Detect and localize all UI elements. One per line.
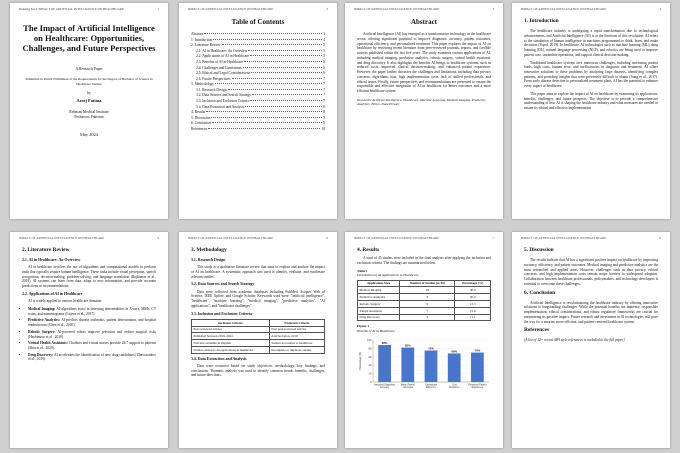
toc-entry-label: 2.4. Challenges and Limitations — [196, 65, 242, 70]
application-list — [22, 307, 156, 362]
toc-entry-page: 5 — [323, 43, 325, 48]
toc-dot-leader — [243, 67, 322, 68]
institute-name: Rehman Medical Institute — [69, 110, 109, 115]
chart-category-label-line: Reduction — [449, 387, 460, 390]
study-count-cell: 9 — [400, 294, 455, 301]
toc-entry-page: 7 — [323, 98, 325, 103]
toc-entry-page: 8 — [323, 104, 325, 109]
toc-dot-leader — [213, 39, 322, 40]
chart-bar — [471, 353, 484, 382]
application-area-cell: Medical Imaging — [358, 287, 400, 294]
toc-entry-label: 3.1. Research Design — [196, 87, 227, 92]
method-subheading-4: 3.4. Data Extraction and Analysis — [191, 356, 247, 361]
study-count-cell: 7 — [400, 307, 455, 314]
chart-y-tick-label: 0 — [370, 381, 372, 385]
toc-dot-leader — [232, 78, 323, 79]
toc-entry-page: 7 — [323, 93, 325, 98]
institute-city: Peshawar, Pakistan — [74, 115, 104, 120]
study-count-cell: 18 — [400, 287, 455, 294]
table-row — [192, 340, 325, 347]
toc-entry-page: 9 — [323, 121, 325, 126]
chart-y-tick-label: 60 — [368, 356, 372, 360]
chart-data-label: 75% — [428, 346, 434, 351]
toc-entry-label: 2.2. Applications of AI in Healthcare — [196, 54, 249, 59]
page-number: 3 — [492, 7, 494, 11]
toc-entry-page: 8 — [323, 110, 325, 115]
method-paragraph-4: Data were extracted based on study objectives, methodology, key findings, and conclusions. Thematic analysis was used to identify common trends, benefits, challenges, and future directions. — [191, 363, 325, 378]
application-area-cell: Predictive Analytics — [358, 294, 400, 301]
abstract-keywords: Keywords: Artificial Intelligence, Healthcare, Machine Learning, Medical Imaging, Predictive Analytics, Ethics, Data Privacy — [357, 97, 486, 107]
application-term: Robotic Surgery: — [28, 329, 56, 334]
toc-dot-leader — [228, 89, 323, 90]
method-heading: 3. Methodology — [191, 247, 227, 253]
percentage-cell: 15.6 — [455, 307, 491, 314]
application-description: AI accelerates the identification of new drug candidates (Zhavoronkov et al., 2019). — [28, 352, 156, 362]
toc-dot-leader — [215, 83, 322, 84]
chart-y-tick-label: 20 — [368, 373, 372, 377]
table-row — [358, 314, 491, 321]
toc-dot-leader — [206, 111, 322, 112]
page-discussion — [512, 232, 670, 448]
page-abstract — [345, 3, 503, 219]
toc-dot-leader — [251, 72, 322, 73]
t1-header-studies: Number of Studies (n=45) — [400, 280, 455, 287]
page-header: IMPACT OF ARTIFICIAL INTELLIGENCE ON HEALTHCARE — [354, 7, 440, 11]
chart-data-label: 82% — [404, 343, 411, 348]
chart-category-label — [449, 384, 460, 390]
application-term: Predictive Analytics: — [28, 318, 61, 323]
toc-entry-label: 4. Results — [191, 110, 206, 115]
toc-dot-leader — [222, 44, 323, 45]
toc-list — [191, 32, 325, 132]
method-subheading-3: 3.3. Inclusion and Exclusion Criteria — [191, 311, 252, 316]
toc-entry-label: Abstract — [191, 32, 204, 37]
toc-entry-page: 7 — [323, 87, 325, 92]
lit-paragraph-1: AI in healthcare involves the use of algorithms and computational models to perform tasks that typically require human intelligence. These tasks include visual perception, speech recognition, decision-making, problem-solving, and language translation (Rajkomar et al., 2019). AI systems can learn from data, adapt to new information, and provide accurate predictions or recommendations. — [22, 265, 156, 289]
application-list-item — [28, 318, 156, 327]
chart-data-label: 88% — [381, 341, 388, 346]
toc-entry-label: 2.3. Benefits of AI in Healthcare — [196, 60, 243, 65]
toc-dot-leader — [245, 106, 322, 107]
study-count-cell: 5 — [400, 314, 455, 321]
intro-paragraph-3: This paper aims to explore the impact of AI on healthcare by examining its applications, benefits, challenges, and future prospects. The objective is to provide a comprehensive understanding of how AI is shaping the healthcare industry and what measures are needed to ensure its ethical and effective implementation. — [524, 91, 658, 111]
chart-category-label — [425, 384, 437, 390]
references-note: (A list of 12+ recent APA style references is included in the full paper) — [524, 338, 625, 343]
figure-1-caption: Benefits of AI in Healthcare — [357, 328, 395, 333]
method-paragraph-2: Data were collected from academic databases including PubMed, Scopus, Web of Science, IEEE Xplore, and Google Scholar. Keywords used were: "artificial intelligence", "healthcare", "machine learning", "medical imaging", "predictive analytics", "AI applications", and "healthcare challenges". — [191, 289, 325, 308]
running-head: Running head: — [19, 7, 38, 11]
page-header: IMPACT OF ARTIFICIAL INTELLIGENCE ON HEALTHCARE — [19, 236, 105, 240]
chart-bar — [378, 345, 391, 382]
toc-entry-label: References — [191, 126, 207, 131]
author-name: Areej Fatima — [76, 98, 102, 104]
toc-entry-label: 3.3. Inclusion and Exclusion Criteria — [196, 98, 249, 103]
chart-data-label: 70% — [474, 349, 481, 354]
chart-category-label — [374, 384, 396, 390]
results-heading: 4. Results — [357, 247, 380, 253]
toc-dot-leader — [252, 94, 322, 95]
toc-entry-page: 4 — [323, 37, 325, 42]
exclusion-criterion: Non-peer-reviewed articles — [269, 326, 324, 333]
conclusion-paragraph: Artificial Intelligence is revolutionizing the healthcare industry by offering innovative solutions to longstanding challenges. While the potential benefits are immense, responsible implementation, ethical considerations, and robust regulatory frameworks are crucial for maximizing its positive impact. Future research and investment in AI technologies will pave the way for a smarter, more efficient, and patient-centered healthcare system. — [524, 300, 658, 324]
chart-category-label-line: Experience — [471, 387, 484, 390]
chart-category-label-line: Enhanced Patient — [468, 384, 487, 387]
chart-category-label-line: Improved Diagnostic — [374, 384, 396, 387]
toc-entry-page: 5 — [323, 54, 325, 59]
toc-entry-page: 7 — [323, 76, 325, 81]
chart-category-label-line: Accuracy — [379, 387, 390, 390]
inclusion-criterion: Studies related to AI applications in healthcare — [192, 346, 270, 353]
page-header: IMPACT OF ARTIFICIAL INTELLIGENCE ON HEALTHCARE — [521, 236, 607, 240]
toc-entry-label: 3.4. Data Extraction and Analysis — [196, 104, 245, 109]
toc-entry-page: 7 — [323, 82, 325, 87]
lit-subheading-2: 2.2. Applications of AI in Healthcare — [22, 291, 83, 296]
toc-dot-leader — [212, 122, 322, 123]
table-row — [358, 294, 491, 301]
page-header: IMPACT OF ARTIFICIAL INTELLIGENCE ON HEALTHCARE — [188, 7, 274, 11]
exclusion-criterion: Studies not related to healthcare — [269, 340, 324, 347]
inclusion-criterion: Published between 2019–2024 — [192, 333, 270, 340]
page-header: IMPACT OF ARTIFICIAL INTELLIGENCE ON HEALTHCARE — [354, 236, 440, 240]
application-area-cell: Robotic Surgery — [358, 301, 400, 308]
intro-paragraph-1: The healthcare industry is undergoing a rapid transformation due to technological advancements, and Artificial Intelligence (AI) is at the forefront of this revolution. AI refers to the simulation of human intelligence in machines programmed to think, learn, and make decisions (Topol, 2019). In healthcare, AI technologies such as machine learning (ML), deep learning (DL), natural language processing (NLP), and robotics are being used to improve patient care, streamline operations, and support clinical decision-making. — [524, 29, 658, 57]
table-1-label: Table 1 — [357, 268, 368, 273]
figure-1-label: Figure 1 — [357, 324, 370, 329]
chart-bar — [401, 348, 414, 382]
chart-bar — [448, 354, 461, 383]
criteria-table — [191, 319, 325, 354]
application-list-item — [28, 341, 156, 350]
toc-entry-label: 6. Conclusion — [191, 121, 211, 126]
toc-entry-label: 2. Literature Review — [191, 43, 221, 48]
chart-category-label-line: Cost — [451, 384, 457, 387]
paper-type: A Research Paper — [75, 67, 103, 72]
percentage-cell: 40.0 — [455, 287, 491, 294]
chart-category-label-line: Efficiency — [426, 387, 436, 390]
toc-entry-page: 6 — [323, 65, 325, 70]
table-row — [358, 307, 491, 314]
percentage-cell: 20.0 — [455, 294, 491, 301]
toc-dot-leader — [204, 33, 322, 34]
table-row — [192, 326, 325, 333]
chart-data-label: 68% — [451, 349, 458, 354]
toc-entry-label: 3. Methodology — [191, 82, 214, 87]
page-header: IMPACT OF ARTIFICIAL INTELLIGENCE ON HEALTHCARE — [521, 7, 607, 11]
method-paragraph-1: This study is a qualitative literature review that aims to explore and analyze the impact of AI on healthcare. A systematic approach was used to identify, evaluate, and synthesize relevant studies. — [191, 265, 325, 279]
exclusion-criterion: Articles before 2019 — [269, 333, 324, 340]
lit-subheading-1: 2.1. AI in Healthcare: An Overview — [22, 258, 81, 263]
toc-entry-label: 1. Introduction — [191, 37, 213, 42]
application-description: AI-powered robots improve precision and reduce surgical risks (Hashimoto et al., 2018). — [28, 329, 157, 339]
submission-statement: Submitted in Partial Fulfillment of the Requirements for the Degree of Bachelor of Science in Healthcare Studies — [25, 77, 153, 86]
toc-entry-page: 6 — [323, 71, 325, 76]
benefits-chart — [357, 336, 491, 398]
toc-entry-label: 2.5. Ethical and Legal Considerations — [196, 71, 251, 76]
chart-category-label-line: Better Patient — [400, 384, 415, 387]
table-row — [192, 346, 325, 353]
toc-entry[interactable] — [191, 127, 325, 133]
t1-header-area: Application Area — [358, 280, 400, 287]
chart-category-label — [468, 384, 486, 390]
toc-dot-leader — [248, 50, 322, 51]
paper-date: May 2024 — [80, 132, 98, 138]
application-list-item — [28, 330, 156, 339]
application-description: Chatbots and virtual nurses provide 24/7 support to patients (Shiu et al., 2020). — [28, 341, 157, 350]
application-list-item — [28, 307, 156, 316]
toc-heading: Table of Contents — [231, 18, 285, 26]
results-paragraph: A total of 45 studies were included in the final analysis after applying the inclusion and exclusion criteria. The findings are summarized below. — [357, 256, 491, 265]
toc-entry-page: 9 — [323, 115, 325, 120]
references-heading: References — [524, 327, 550, 334]
page-title — [10, 3, 168, 219]
chart-y-tick-label: 40 — [368, 364, 372, 368]
application-term: Drug Discovery: — [28, 352, 54, 357]
table-row — [358, 287, 491, 294]
application-term: Virtual Health Assistants: — [28, 341, 68, 346]
page-number: 1 — [157, 7, 159, 11]
toc-dot-leader — [250, 55, 322, 56]
exclusion-criterion: Incomplete or duplicate studies — [269, 346, 324, 353]
study-count-cell: 6 — [400, 301, 455, 308]
application-area-cell: Virtual Assistants — [358, 307, 400, 314]
inclusion-criterion: Full-text available in English — [192, 340, 270, 347]
chart-y-tick-label: 100 — [367, 339, 372, 343]
page-header: IMPACT OF ARTIFICIAL INTELLIGENCE ON HEALTHCARE — [38, 7, 124, 11]
toc-entry-page: 3 — [323, 32, 325, 37]
toc-dot-leader — [211, 117, 322, 118]
table-row — [192, 333, 325, 340]
chart-y-tick-label: 80 — [368, 347, 372, 351]
t1-header-percentage: Percentage (%) — [455, 280, 491, 287]
page-toc — [179, 3, 337, 219]
application-area-cell: Drug Discovery — [358, 314, 400, 321]
toc-entry-page: 5 — [323, 48, 325, 53]
chart-category-label-line: Outcomes — [402, 387, 414, 390]
intro-paragraph-2: Traditional healthcare systems face numerous challenges, including increasing patient loads, high costs, human error, and inefficiencies in diagnosis and treatment. AI offers innovative solutions to these problems by analyzing large datasets, identifying complex patterns, and providing insights that were previously difficult to obtain (Jiang et al., 2017). From early disease detection to personalized treatment plans, AI has the potential to enhance every aspect of healthcare. — [524, 60, 658, 89]
toc-entry-label: 2.6. Future Perspectives — [196, 76, 231, 81]
discussion-paragraph: The results indicate that AI has a significant positive impact on healthcare by improving accuracy, efficiency, and patient outcomes. Medical imaging and predictive analytics are the most researched and applied areas. However, challenges such as data privacy, ethical concerns, and high implementation costs remain major barriers to widespread adoption. Collaboration between healthcare professionals, policymakers, and technology developers is essential to overcome these challenges. — [524, 258, 658, 286]
table-1-caption: Distribution of AI Applications in Healthcare — [357, 273, 419, 278]
abstract-heading: Abstract — [410, 18, 438, 26]
criteria-header-inclusion: Inclusion Criteria — [192, 319, 270, 326]
percentage-cell: 11.1 — [455, 314, 491, 321]
page-literature-review — [10, 232, 168, 448]
chart-y-axis-label: Percentage (%) — [359, 352, 362, 371]
discussion-heading: 5. Discussion — [524, 247, 554, 253]
page-number: 6 — [326, 236, 328, 240]
application-list-item — [28, 353, 156, 362]
chart-category-label — [401, 384, 415, 390]
method-subheading-2: 3.2. Data Sources and Search Strategy — [191, 282, 255, 287]
page-number: 4 — [659, 7, 661, 11]
toc-entry-label: 3.2. Data Sources and Search Strategy — [196, 93, 251, 98]
chart-bar — [425, 351, 438, 383]
page-introduction — [512, 3, 670, 219]
applications-table — [357, 280, 491, 322]
toc-entry-page: 6 — [323, 60, 325, 65]
application-description: AI predicts disease outbreaks, patient deterioration, and hospital readmissions (Chen et al., 2020). — [28, 318, 157, 328]
by-line: by — [87, 91, 91, 96]
criteria-header-exclusion: Exclusion Criteria — [269, 319, 324, 326]
intro-heading: 1. Introduction — [524, 18, 559, 24]
percentage-cell: 13.3 — [455, 301, 491, 308]
paper-title: The Impact of Artificial Intelligence on Healthcare: Opportunities, Challenges, and Future Perspectives — [22, 23, 156, 54]
benefits-chart-svg — [357, 336, 491, 398]
lit-heading: 2. Literature Review — [22, 247, 70, 253]
application-term: Medical Imaging: — [28, 306, 56, 311]
application-description: AI algorithms assist in detecting abnormalities in X-rays, MRIs, CT scans, and mammograms (Litjens et al., 2017). — [28, 306, 157, 316]
page-number: 7 — [492, 236, 494, 240]
chart-category-label-line: Operational — [425, 384, 437, 387]
page-header: IMPACT OF ARTIFICIAL INTELLIGENCE ON HEALTHCARE — [188, 236, 274, 240]
table-row — [358, 301, 491, 308]
toc-dot-leader — [244, 61, 322, 62]
toc-dot-leader — [250, 100, 322, 101]
page-number: 2 — [326, 7, 328, 11]
toc-entry-label: 5. Discussion — [191, 115, 211, 120]
inclusion-criterion: Peer-reviewed articles — [192, 326, 270, 333]
lit-paragraph-2: AI is widely applied in various healthcare domains: — [28, 299, 103, 304]
toc-dot-leader — [208, 128, 320, 129]
page-results — [345, 232, 503, 448]
page-number: 5 — [157, 236, 159, 240]
method-subheading-1: 3.1. Research Design — [191, 258, 226, 263]
abstract-text: Artificial Intelligence (AI) has emerged as a transformative technology in the healthcare sector, offering significant potential to improve diagnostic accuracy, patient outcomes, operational efficiency, and personalized treatment. This paper explores the impact of AI on healthcare by reviewing recent literature from peer-reviewed journals, reports, and credible sources published within the last five years. The study examines various applications of AI, including medical imaging, predictive analytics, robotic surgery, virtual health assistants, and drug discovery. It also highlights the benefits AI brings to healthcare systems, such as reduced costs, improved clinical decision-making, and enhanced patient experience. However, the paper further discusses the challenges and limitations, including data privacy concerns, algorithmic bias, high implementation costs, lack of skilled professionals, and ethical issues. Finally, future perspectives and recommendations are presented to ensure the responsible and effective integration of AI in healthcare for better outcomes and a more efficient healthcare system. — [357, 32, 491, 94]
toc-entry-page: 10 — [321, 126, 325, 131]
page-methodology — [179, 232, 337, 448]
page-number: 8 — [659, 236, 661, 240]
toc-entry-label: 2.1. AI in Healthcare: An Overview — [196, 48, 248, 53]
conclusion-heading: 6. Conclusion — [524, 289, 556, 296]
